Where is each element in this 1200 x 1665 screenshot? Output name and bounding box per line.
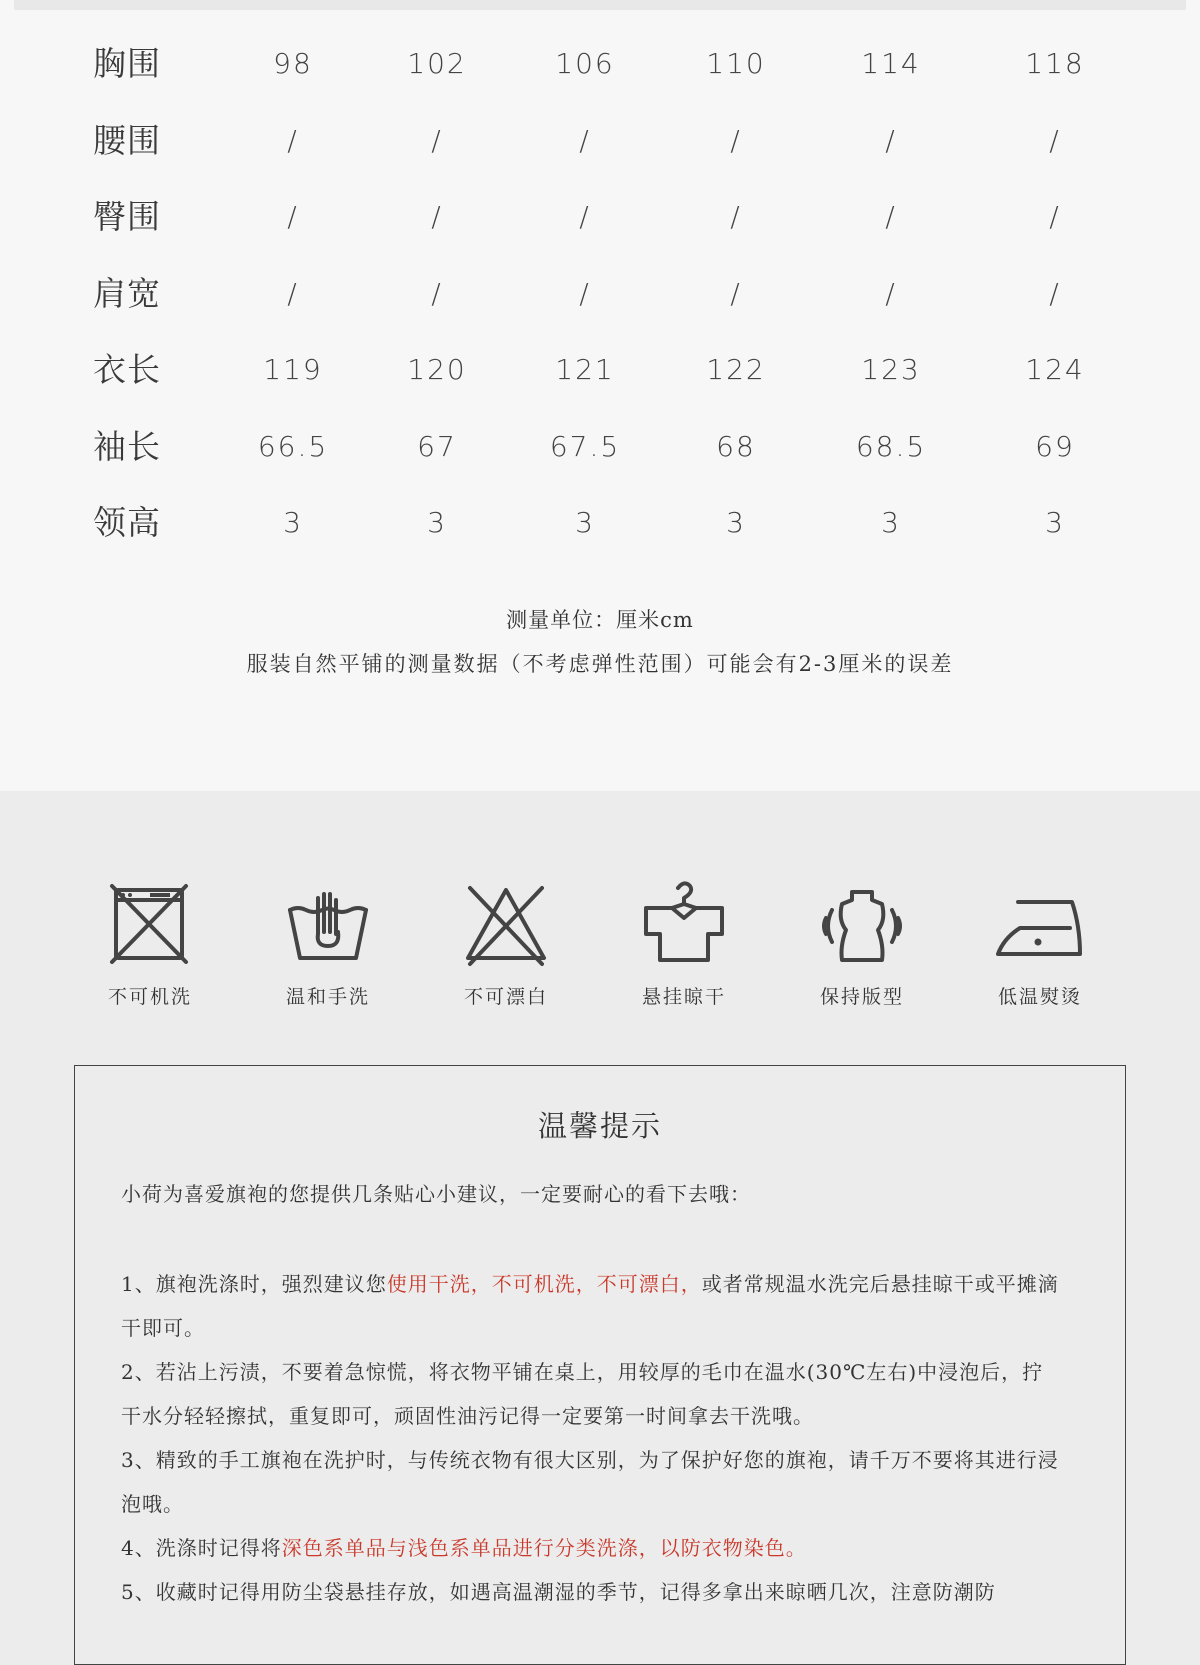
size-cell: / xyxy=(431,276,443,310)
size-cell: 3 xyxy=(427,506,447,539)
care-item-no-bleach xyxy=(431,876,581,1009)
size-row xyxy=(0,409,1200,485)
size-row xyxy=(0,485,1200,561)
care-item-keep-shape xyxy=(787,876,937,1009)
size-cell: 121 xyxy=(555,353,615,386)
tips-list xyxy=(121,1262,1061,1614)
size-cell: / xyxy=(885,276,897,310)
size-cell: 123 xyxy=(861,353,921,386)
size-cell: 124 xyxy=(1025,353,1085,386)
care-label: 保持版型 xyxy=(819,986,904,1008)
size-cell: / xyxy=(1049,200,1061,233)
size-cell: 66.5 xyxy=(257,429,329,463)
size-cell: / xyxy=(431,123,443,157)
tip-item: 5、收藏时记得用防尘袋悬挂存放，如遇高温潮湿的季节，记得多拿出来晾晒几次，注意防潮防 xyxy=(121,1580,996,1604)
size-cell: / xyxy=(885,123,897,157)
size-row-label: 臀围 xyxy=(93,197,161,236)
size-panel xyxy=(0,0,1200,791)
size-cell: / xyxy=(885,200,897,233)
size-cell: / xyxy=(1049,276,1061,310)
size-cell: 3 xyxy=(1045,506,1065,539)
size-cell: 110 xyxy=(706,47,766,80)
size-cell: 3 xyxy=(726,506,746,539)
tip-item: 1、旗袍洗涤时，强烈建议您使用干洗，不可机洗，不可漂白，或者常规温水洗完后悬挂晾干或平摊滴干即可。 xyxy=(121,1272,1059,1340)
size-cell: 102 xyxy=(407,47,467,80)
care-item-hand-wash xyxy=(253,876,403,1009)
size-cell: / xyxy=(1049,123,1061,157)
size-cell: 122 xyxy=(706,353,766,386)
size-row xyxy=(0,26,1200,102)
size-cell: 114 xyxy=(861,47,921,80)
size-cell: 120 xyxy=(407,353,467,386)
size-row-label: 腰围 xyxy=(93,120,161,160)
size-cell: 3 xyxy=(575,506,595,539)
size-cell: / xyxy=(287,123,299,157)
care-item-low-temp-iron xyxy=(965,876,1115,1009)
size-row xyxy=(0,103,1200,179)
care-label: 温和手洗 xyxy=(285,986,370,1008)
size-cell: / xyxy=(730,200,742,233)
tips-title: 温馨提示 xyxy=(537,1109,662,1143)
size-cell: / xyxy=(579,276,591,310)
size-row xyxy=(0,179,1200,255)
size-cell: / xyxy=(431,200,443,233)
size-row-label: 胸围 xyxy=(93,44,161,83)
size-cell: / xyxy=(579,200,591,233)
size-cell: / xyxy=(730,123,742,157)
top-divider xyxy=(14,0,1186,10)
low-temp-iron-icon xyxy=(990,876,1090,976)
size-cell: 68.5 xyxy=(855,429,927,463)
gentle-hand-wash-icon xyxy=(278,876,378,976)
size-row-label: 肩宽 xyxy=(93,273,161,313)
care-label: 不可机洗 xyxy=(107,986,192,1008)
tip-item: 3、精致的手工旗袍在洗护时，与传统衣物有很大区别，为了保护好您的旗袍，请千万不要将其进行浸泡哦。 xyxy=(121,1448,1059,1516)
error-note: 服装自然平铺的测量数据（不考虑弹性范围）可能会有2-3厘米的误差 xyxy=(246,652,954,676)
size-cell: 68 xyxy=(716,429,756,463)
size-cell: 119 xyxy=(263,353,323,386)
care-label: 悬挂晾干 xyxy=(641,986,726,1008)
size-cell: 106 xyxy=(555,47,615,80)
size-row-label: 衣长 xyxy=(93,350,161,389)
care-item-no-machine-wash xyxy=(75,876,225,1009)
size-row xyxy=(0,332,1200,408)
keep-shape-icon xyxy=(812,876,912,976)
no-machine-wash-icon xyxy=(100,876,200,976)
size-cell: / xyxy=(287,276,299,310)
care-label: 不可漂白 xyxy=(463,986,548,1008)
size-cell: 69 xyxy=(1035,429,1075,463)
size-cell: 3 xyxy=(283,506,303,539)
tips-box xyxy=(74,1065,1126,1665)
size-cell: / xyxy=(730,276,742,310)
tip-item: 4、洗涤时记得将深色系单品与浅色系单品进行分类洗涤，以防衣物染色。 xyxy=(121,1536,807,1560)
care-item-hang-dry xyxy=(609,876,759,1009)
unit-note: 测量单位：厘米cm xyxy=(506,608,694,632)
size-cell: / xyxy=(579,123,591,157)
care-label: 低温熨烫 xyxy=(997,986,1082,1008)
size-row-label: 袖长 xyxy=(93,426,161,466)
size-cell: 67 xyxy=(417,429,457,463)
size-row xyxy=(0,256,1200,332)
no-bleach-icon xyxy=(456,876,556,976)
size-cell: 67.5 xyxy=(549,429,621,463)
size-cell: 3 xyxy=(881,506,901,539)
size-cell: / xyxy=(287,200,299,233)
tip-item: 2、若沾上污渍，不要着急惊慌，将衣物平铺在桌上，用较厚的毛巾在温水(30℃左右)中浸泡后，拧干水分轻轻擦拭，重复即可，顽固性油污记得一定要第一时间拿去干洗哦。 xyxy=(121,1360,1044,1428)
size-cell: 98 xyxy=(273,47,313,80)
tips-intro: 小荷为喜爱旗袍的您提供几条贴心小建议，一定要耐心的看下去哦： xyxy=(121,1182,751,1206)
size-cell: 118 xyxy=(1025,47,1085,80)
hang-dry-icon xyxy=(634,876,734,976)
size-row-label: 领高 xyxy=(93,503,161,542)
